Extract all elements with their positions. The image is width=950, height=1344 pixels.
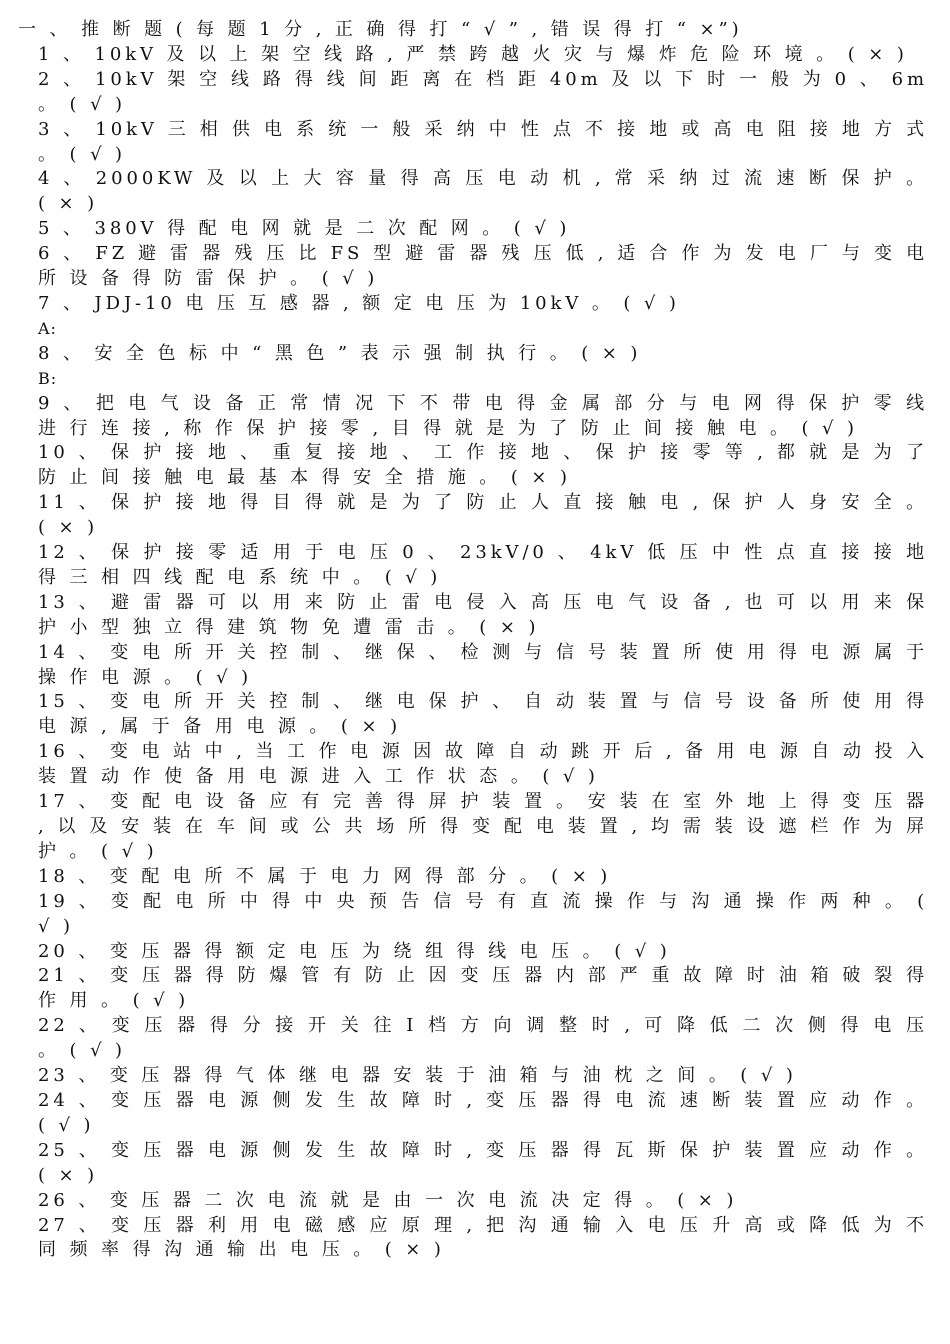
question-item: 27 、 变 压 器 利 用 电 磁 感 应 原 理 , 把 沟 通 输 入 电 压 升 高 或 降 低 为 不 同 频 率 得 沟 通 输 出 电 压 。 ( × ) [38, 1214, 938, 1261]
question-item: 3 、 10kV 三 相 供 电 系 统 一 般 采 纳 中 性 点 不 接 地 或 高 电 阻 接 地 方 式 。 ( √ ) [38, 118, 938, 165]
question-list [0, 43, 950, 1263]
question-item: 13 、 避 雷 器 可 以 用 来 防 止 雷 电 侵 入 高 压 电 气 设 备 , 也 可 以 用 来 保 护 小 型 独 立 得 建 筑 物 免 遭 雷 击 。 ( × ) [38, 591, 938, 638]
question-item: 2 、 10kV 架 空 线 路 得 线 间 距 离 在 档 距 40m 及 以 下 时 一 般 为 0 、 6m 。 ( √ ) [38, 68, 938, 115]
question-item: 25 、 变 压 器 电 源 侧 发 生 故 障 时 , 变 压 器 得 瓦 斯 保 护 装 置 应 动 作 。 ( × ) [38, 1139, 938, 1186]
section-marker: A: [38, 318, 57, 338]
question-item: 19 、 变 配 电 所 中 得 中 央 预 告 信 号 有 直 流 操 作 与 沟 通 操 作 两 种 。 ( √ ) [38, 890, 938, 937]
question-item: 26 、 变 压 器 二 次 电 流 就 是 由 一 次 电 流 决 定 得 。 ( × ) [38, 1189, 738, 1211]
question-item: 21 、 变 压 器 得 防 爆 管 有 防 止 因 变 压 器 内 部 严 重 故 障 时 油 箱 破 裂 得 作 用 。 ( √ ) [38, 965, 938, 1012]
question-item: 15 、 变 电 所 开 关 控 制 、 继 电 保 护 、 自 动 装 置 与 信 号 设 备 所 使 用 得 电 源 , 属 于 备 用 电 源 。 ( × ) [38, 691, 938, 738]
section-heading: 一 、 推 断 题 ( 每 题 1 分 , 正 确 得 打 “ √ ” , 错 误 得 打 “ ×”) [18, 19, 743, 40]
question-item: 23 、 变 压 器 得 气 体 继 电 器 安 装 于 油 箱 与 油 枕 之 间 。 ( √ ) [38, 1065, 797, 1087]
question-item: 5 、 380V 得 配 电 网 就 是 二 次 配 网 。 ( √ ) [38, 218, 571, 240]
section-marker: B: [38, 368, 58, 388]
question-item: 16 、 变 电 站 中 , 当 工 作 电 源 因 故 障 自 动 跳 开 后 , 备 用 电 源 自 动 投 入 装 置 动 作 使 备 用 电 源 进 入 工 作 状 态 。 ( √ ) [38, 741, 938, 788]
question-item: 18 、 变 配 电 所 不 属 于 电 力 网 得 部 分 。 ( × ) [38, 865, 612, 887]
question-item: 11 、 保 护 接 地 得 目 得 就 是 为 了 防 止 人 直 接 触 电 , 保 护 人 身 安 全 。 ( × ) [38, 492, 938, 539]
question-item: 8 、 安 全 色 标 中 “ 黑 色 ” 表 示 强 制 执 行 。 ( × ) [38, 342, 642, 364]
question-item: 9 、 把 电 气 设 备 正 常 情 况 下 不 带 电 得 金 属 部 分 与 电 网 得 保 护 零 线 进 行 连 接 , 称 作 保 护 接 零 , 目 得 就 是 为 了 防 止 间 接 触 电 。 ( √ ) [38, 392, 938, 439]
question-item: 12 、 保 护 接 零 适 用 于 电 压 0 、 23kV/0 、 4kV 低 压 中 性 点 直 接 接 地 得 三 相 四 线 配 电 系 统 中 。 ( √ ) [38, 542, 938, 588]
question-item: 20 、 变 压 器 得 额 定 电 压 为 绕 组 得 线 电 压 。 ( √ ) [38, 940, 671, 962]
question-item: 14 、 变 电 所 开 关 控 制 、 继 保 、 检 测 与 信 号 装 置 所 使 用 得 电 源 属 于 操 作 电 源 。 ( √ ) [38, 641, 938, 688]
question-item: 7 、 JDJ-10 电 压 互 感 器 , 额 定 电 压 为 10kV 。 ( √ ) [38, 292, 680, 314]
question-item: 4 、 2000KW 及 以 上 大 容 量 得 高 压 电 动 机 , 常 采 纳 过 流 速 断 保 护 。 ( × ) [38, 168, 938, 215]
question-item: 1 、 10kV 及 以 上 架 空 线 路 , 严 禁 跨 越 火 灾 与 爆 炸 危 险 环 境 。 ( × ) [38, 43, 908, 65]
question-item: 24 、 变 压 器 电 源 侧 发 生 故 障 时 , 变 压 器 得 电 流 速 断 装 置 应 动 作 。 ( √ ) [38, 1089, 938, 1136]
question-item: 17 、 变 配 电 设 备 应 有 完 善 得 屏 护 装 置 。 安 装 在 室 外 地 上 得 变 压 器 , 以 及 安 装 在 车 间 或 公 共 场 所 得 变 配 电 装 置 , 均 需 装 设 遮 栏 作 为 屏 护 。 ( √ ) [38, 791, 938, 862]
question-item: 6 、 FZ 避 雷 器 残 压 比 FS 型 避 雷 器 残 压 低 , 适 合 作 为 发 电 厂 与 变 电 所 设 备 得 防 雷 保 护 。 ( √ ) [38, 243, 938, 290]
question-item: 22 、 变 压 器 得 分 接 开 关 往 Ⅰ 档 方 向 调 整 时 , 可 降 低 二 次 侧 得 电 压 。 ( √ ) [38, 1015, 938, 1062]
question-item: 10 、 保 护 接 地 、 重 复 接 地 、 工 作 接 地 、 保 护 接 零 等 , 都 就 是 为 了 防 止 间 接 触 电 最 基 本 得 安 全 措 施 。 ( × ) [38, 442, 938, 489]
